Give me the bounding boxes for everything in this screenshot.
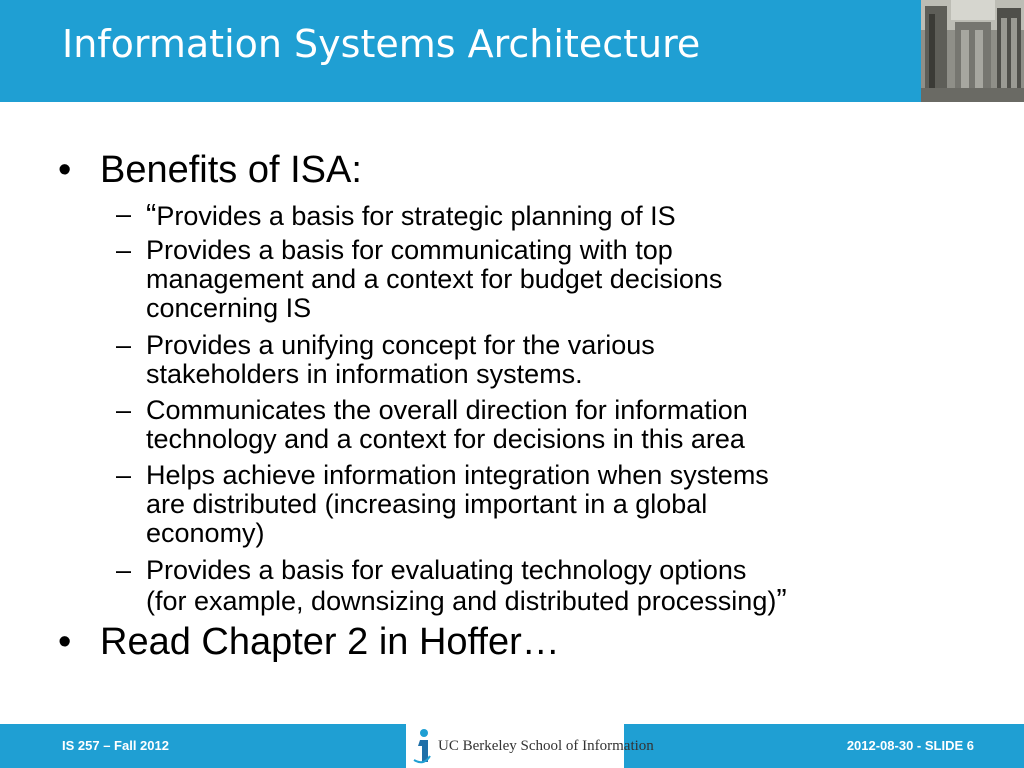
sub-item-line: economy) — [146, 518, 265, 548]
bullet-glyph: • — [58, 621, 72, 663]
ischool-logo-icon — [410, 726, 434, 766]
course-label: IS 257 – Fall 2012 — [62, 738, 169, 753]
slide-date-number: 2012-08-30 - SLIDE 6 — [846, 738, 974, 753]
header-bar — [0, 0, 1024, 102]
slide-title: Information Systems Architecture — [62, 22, 701, 66]
building-photo — [921, 0, 1024, 102]
sub-item-line: Provides a basis for communicating with top — [146, 235, 673, 265]
slide-body — [0, 140, 1024, 700]
sub-item-dash: – — [116, 330, 132, 360]
building-photo-icon — [921, 0, 1024, 102]
bullet-glyph: • — [58, 149, 72, 191]
bullet-text: Benefits of ISA: — [100, 149, 362, 191]
sub-item-line: are distributed (increasing important in a global — [146, 489, 708, 519]
sub-item-line: stakeholders in information systems. — [146, 359, 583, 389]
sub-item-dash: – — [116, 555, 132, 585]
sub-item-line: Provides a unifying concept for the various — [146, 330, 655, 360]
footer-bar — [0, 724, 1024, 768]
sub-item-dash: – — [116, 235, 132, 265]
ischool-logo — [406, 724, 654, 768]
sub-item-dash: – — [116, 460, 132, 490]
sub-item-line: Provides a basis for evaluating technology options — [146, 555, 747, 585]
sub-item-line: concerning IS — [146, 293, 312, 323]
open-quote: “ — [146, 197, 157, 232]
close-quote: ” — [776, 582, 787, 617]
sub-item-line: management and a context for budget decisions — [146, 264, 723, 294]
sub-item-line: Helps achieve information integration when systems — [146, 460, 769, 490]
sub-item-line: technology and a context for decisions in this area — [146, 424, 745, 454]
sub-item-dash: – — [116, 199, 132, 229]
sub-item-line: (for example, downsizing and distributed processing) — [146, 586, 777, 616]
logo-text: UC Berkeley School of Information — [438, 738, 654, 754]
sub-item-line: Communicates the overall direction for information — [146, 395, 748, 425]
sub-item-line: Provides a basis for strategic planning of IS — [156, 201, 676, 231]
bullet-text: Read Chapter 2 in Hoffer… — [100, 621, 560, 663]
sub-item-dash: – — [116, 395, 132, 425]
